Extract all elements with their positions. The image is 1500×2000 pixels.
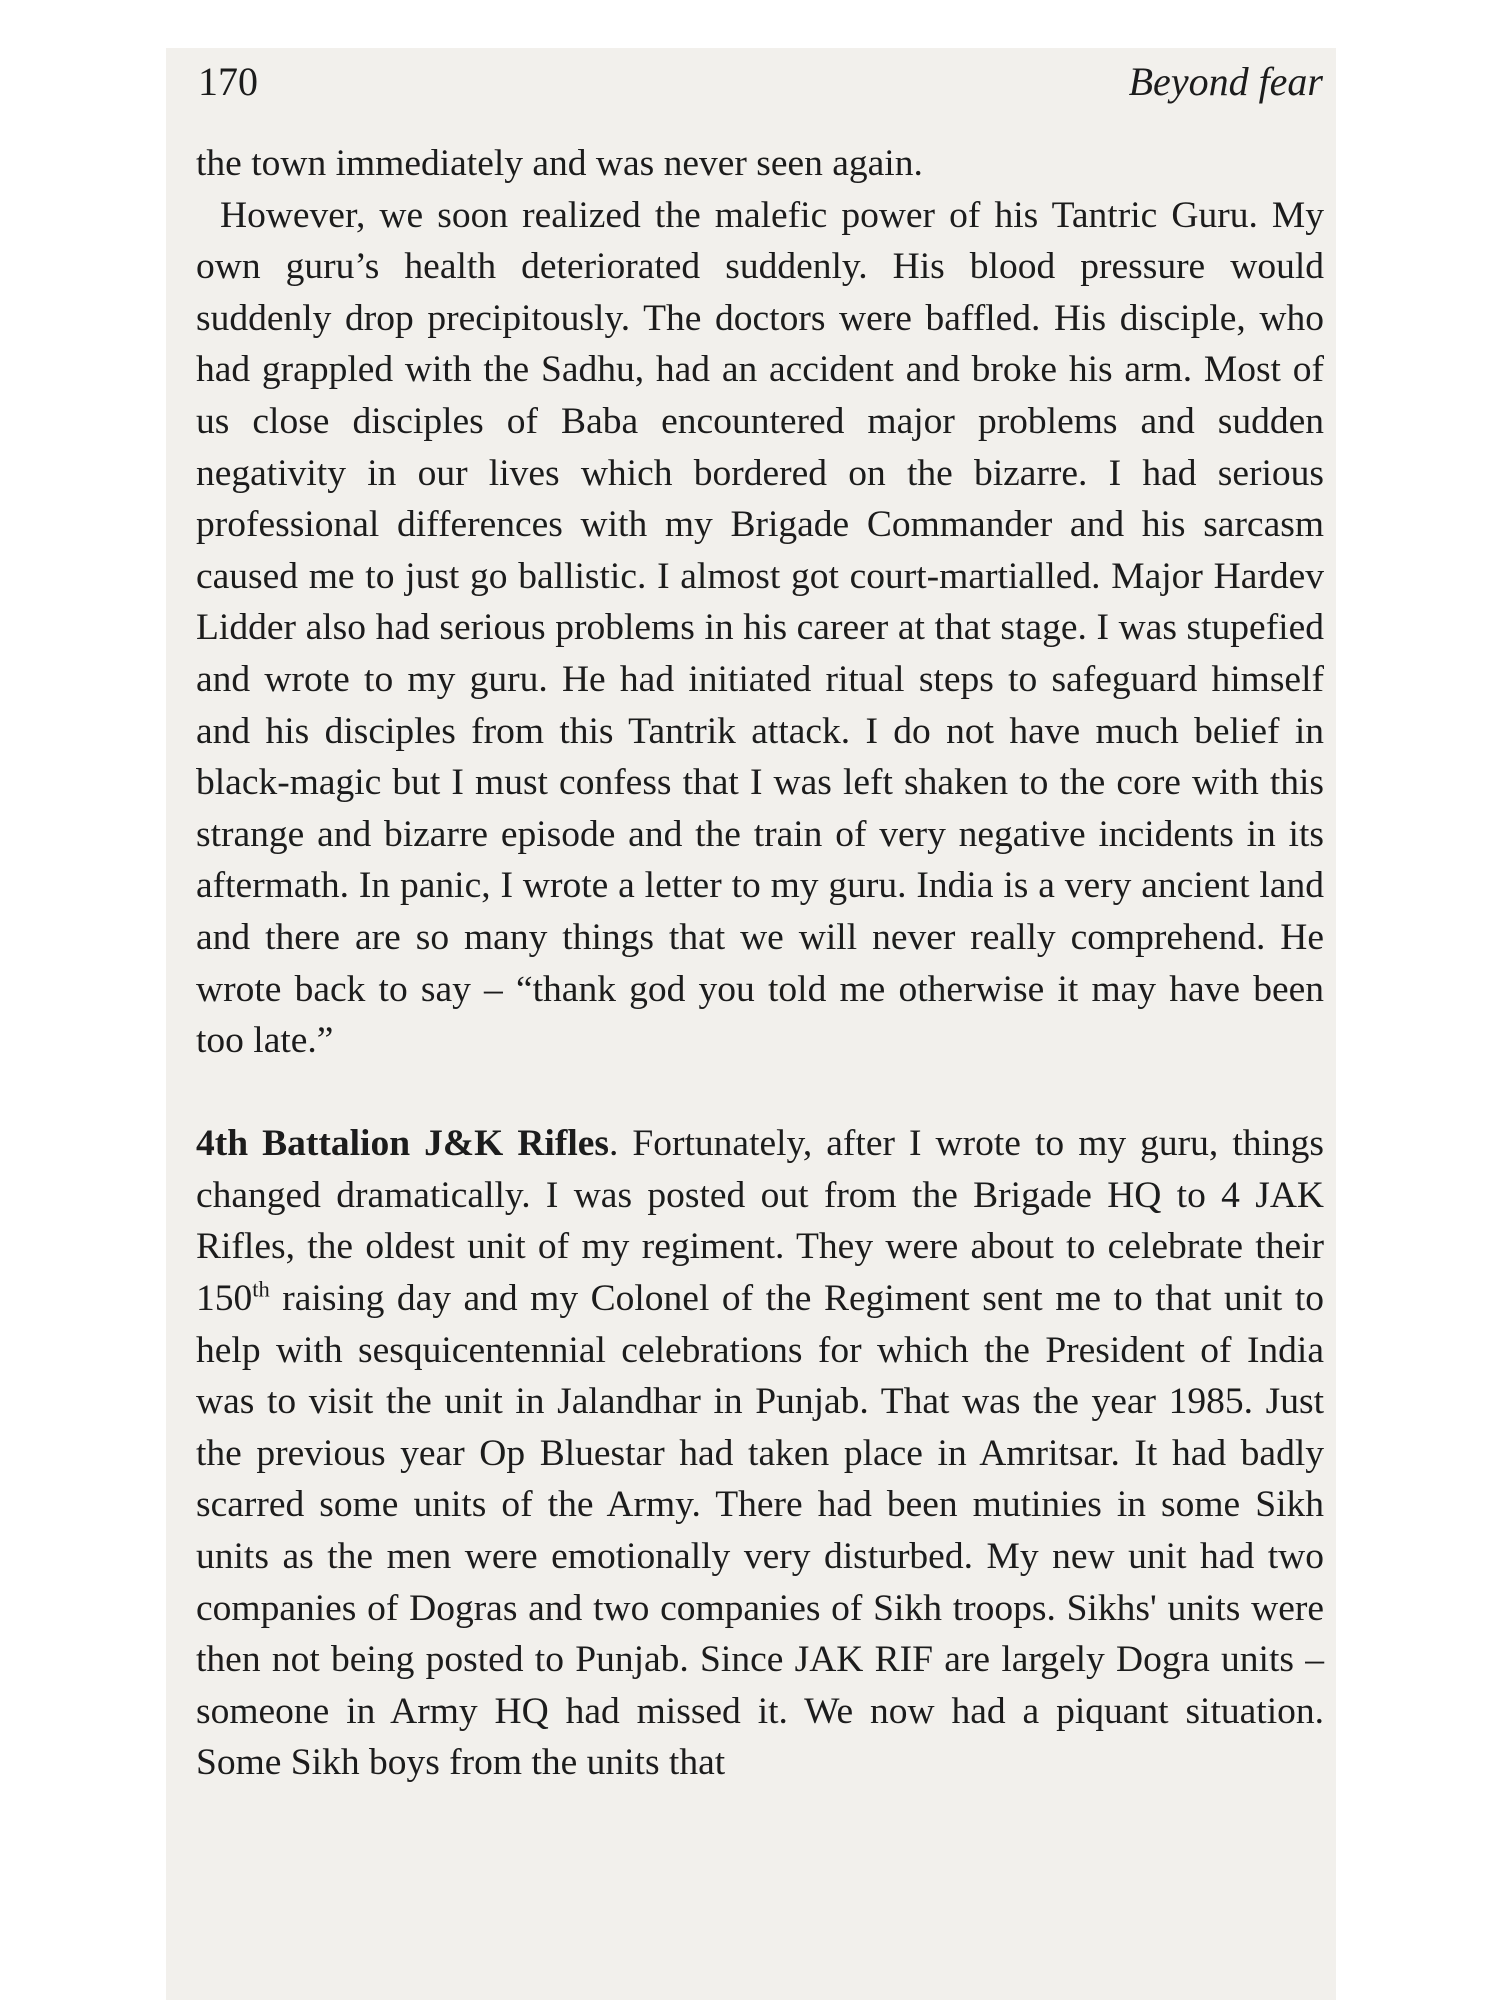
running-title: Beyond fear	[1128, 59, 1323, 104]
body-text	[196, 138, 1324, 1789]
page-header	[198, 58, 1323, 118]
page-number: 170	[198, 59, 258, 104]
ordinal-superscript: th	[252, 1276, 270, 1302]
paragraph-text-part-a: . Fortunately, after I wrote to my guru, things changed dramatically. I was posted out from the Brigade HQ to 4 JAK Rifles, the oldest unit of my regiment. They were about to celebrate their 150	[196, 1123, 1325, 1320]
paragraph-tantric-guru: However, we soon realized the malefic power of his Tantric Guru. My own guru’s health deteriorated suddenly. His blood pressure would suddenly drop precipitously. The doctors were baffled. His disciple, who had grappled with the Sadhu, had an accident and broke his arm. Most of us close disciples of Baba encountered major problems and sudden negativity in our lives which bordered on the bizarre. I had serious professional differences with my Brigade Commander and his sarcasm caused me to just go ballistic. I almost got court-martialled. Major Hardev Lidder also had serious problems in his career at that stage. I was stupefied and wrote to my guru. He had initiated ritual steps to safeguard himself and his disciples from this Tantrik attack. I do not have much belief in black-magic but I must confess that I was left shaken to the core with this strange and bizarre episode and the train of very negative incidents in its aftermath. In panic, I wrote a letter to my guru. India is a very ancient land and there are so many things that we will never really comprehend. He wrote back to say – “thank god you told me otherwise it may have been too late.”	[196, 194, 1324, 1062]
paragraph-4th-battalion	[196, 1118, 1324, 1789]
paragraph-text-part-b: raising day and my Colonel of the Regiment sent me to that unit to help with sesquicentennial celebrations for which the President of India was to visit the unit in Jalandhar in Punjab. That was the year 1985. Just the previous year Op Bluestar had taken place in Amritsar. It had badly scarred some units of the Army. There had been mutinies in some Sikh units as the men were emotionally very disturbed. My new unit had two companies of Dogras and two companies of Sikh troops. Sikhs' units were then not being posted to Punjab. Since JAK RIF are largely Dogra units – someone in Army HQ had missed it. We now had a piquant situation. Some Sikh boys from the units that	[196, 1278, 1324, 1784]
paragraph-continuation: the town immediately and was never seen again.	[196, 143, 923, 184]
section-heading: 4th Battalion J&K Rifles	[196, 1123, 609, 1165]
book-page	[166, 48, 1336, 2000]
